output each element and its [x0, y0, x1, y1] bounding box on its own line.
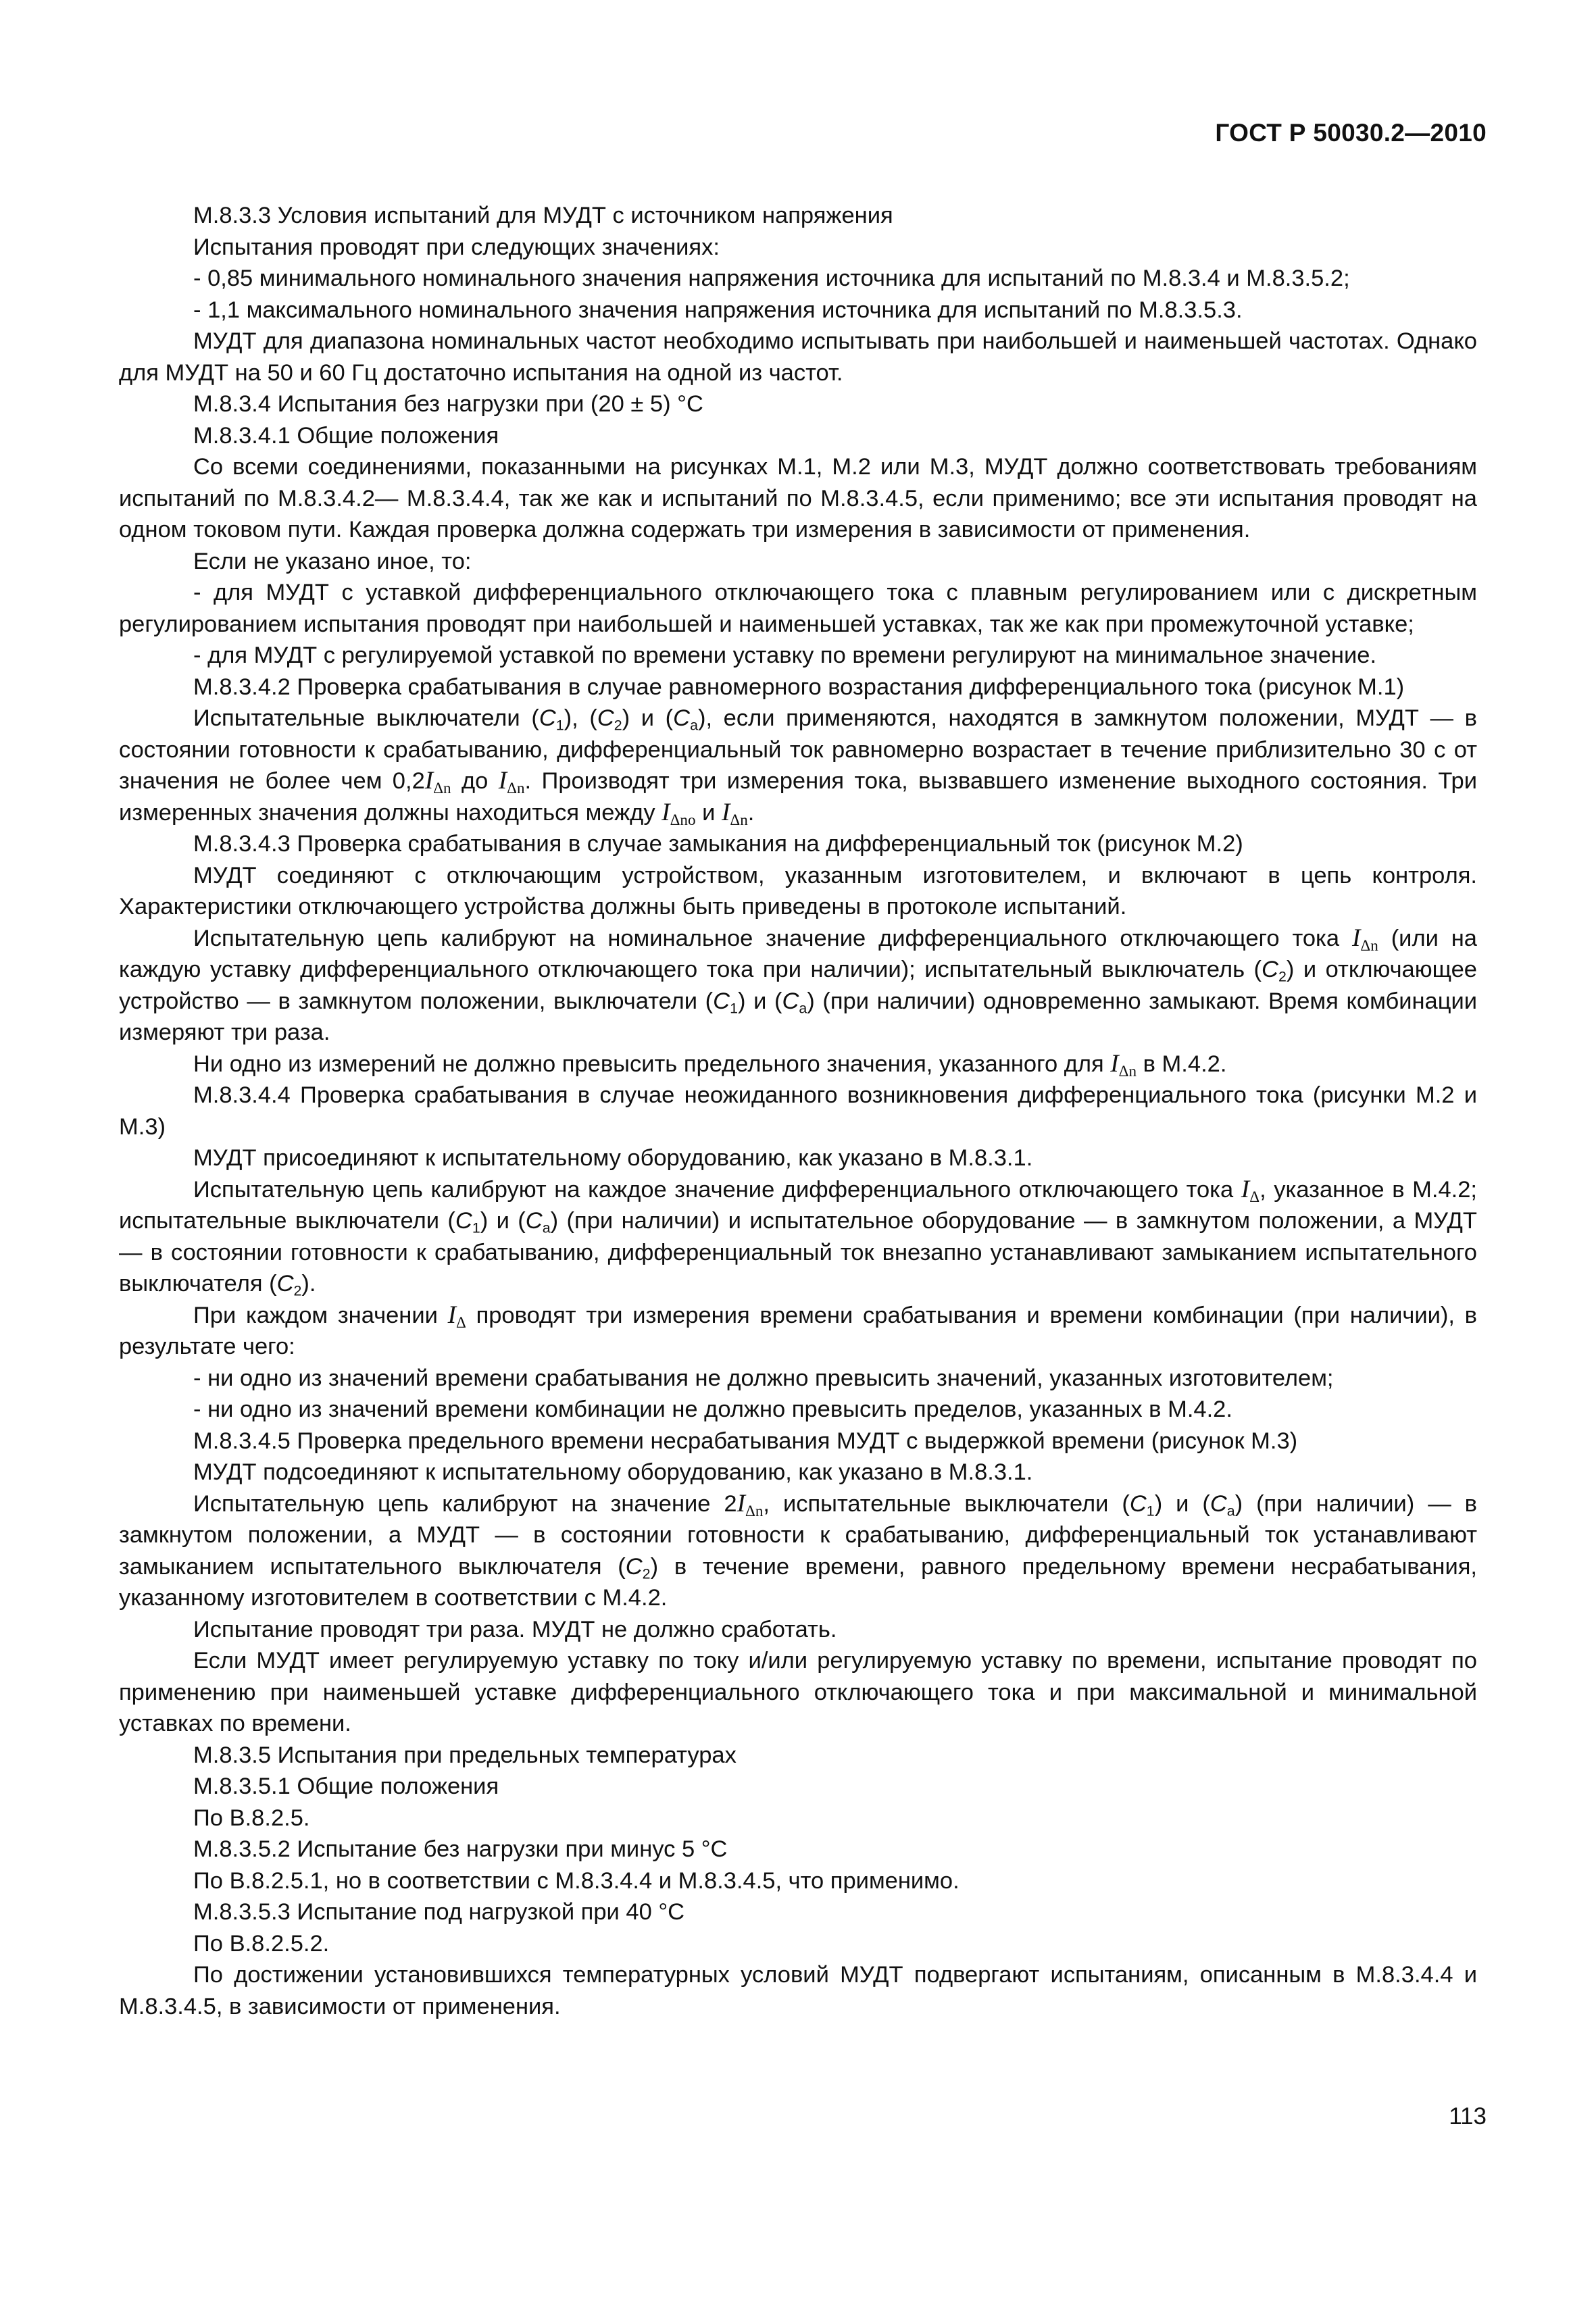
text-run: ), если применяются, находятся в замкнутом положении, МУДТ — в состоянии готовности к срабатыванию, дифференциальный ток равномерно возрастает в течение приблизительно 30 с от значения не более чем 0,2: [119, 705, 1477, 794]
math-symbol: $I_{\Delta n}$: [1110, 1049, 1137, 1080]
text-run: , указанное в М.4.2; испытательные выключатели (: [119, 1176, 1477, 1234]
paragraph: По В.8.2.5.2.: [193, 1930, 330, 1957]
paragraph: МУДТ подсоединяют к испытательному оборудованию, как указано в М.8.3.1.: [193, 1459, 1033, 1485]
text-run: (или на каждую уставку дифференциального отключающего тока при наличии); испытательный выключатель (: [119, 925, 1477, 982]
text-run: ).: [301, 1271, 316, 1297]
math-symbol: $C_2$: [625, 1553, 651, 1582]
paragraph: М.8.3.4.2 Проверка срабатывания в случае равномерного возрастания дифференциального тока (рисунок М.1): [193, 674, 1405, 700]
paragraph: М.8.3.4.1 Общие положения: [193, 422, 499, 449]
text-run: проводят три измерения времени срабатывания и времени комбинации (при наличии), в результате чего:: [119, 1302, 1477, 1359]
paragraph: Со всеми соединениями, показанными на рисунках М.1, М.2 или М.3, МУДТ должно соответствовать требованиям испытаний по М.8.3.4.2— М.8.3.4.4, так же как и испытаний по М.8.3.4.5, если применимо; все эти испытания проводят на одном токовом пути. Каждая проверка должна содержать три измерения в зависимости от применения.: [119, 454, 1477, 543]
paragraph: - ни одно из значений времени комбинации не должно превысить пределов, указанных в М.4.2.: [193, 1397, 1232, 1422]
document-header: ГОСТ Р 50030.2—2010: [1215, 119, 1487, 147]
text-run: и: [695, 799, 722, 826]
paragraph: М.8.3.5.3 Испытание под нагрузкой при 40 °С: [193, 1899, 685, 1925]
text-run: Испытательную цепь калибруют на каждое значение дифференциального отключающего тока: [193, 1176, 1241, 1203]
paragraph: [119, 923, 1477, 1049]
math-symbol: $C_2$: [1262, 957, 1287, 985]
paragraph: МУДТ соединяют с отключающим устройством, указанным изготовителем, и включают в цепь контроля. Характеристики отключающего устройства должны быть приведены в протоколе испытаний.: [119, 862, 1477, 920]
paragraph: М.8.3.5.1 Общие положения: [193, 1774, 499, 1799]
text-run: ) (при наличии) одновременно замыкают. Время комбинации измеряют три раза.: [119, 988, 1478, 1045]
text-run: ), (: [564, 705, 597, 731]
paragraph: - для МУДТ с уставкой дифференциального отключающего тока с плавным регулированием или с дискретным регулированием испытания проводят при наибольшей и наименьшей уставках, так же как при промежуточной уставке;: [119, 580, 1477, 637]
paragraph: М.8.3.4.3 Проверка срабатывания в случае замыкания на дифференциальный ток (рисунок М.2): [193, 831, 1243, 857]
paragraph: М.8.3.3 Условия испытаний для МУДТ с источником напряжения: [193, 203, 893, 228]
math-symbol: $I_{\Delta no}$: [662, 798, 696, 828]
text-run: ) (при наличии) — в замкнутом положении, а МУДТ — в состоянии готовности к срабатыванию, дифференциальный ток устанавливают замыканием испытательного выключателя (: [119, 1490, 1477, 1580]
math-symbol: $C_1$: [455, 1208, 480, 1236]
text-run: Испытательные выключатели (: [193, 705, 539, 731]
math-symbol: $I_{\Delta n}$: [721, 798, 748, 828]
text-run: ) (при наличии) и испытательное оборудование — в замкнутом положении, а МУДТ — в состоянии готовности к срабатыванию, дифференциальный ток внезапно устанавливают замыканием испытательного выключателя (: [119, 1208, 1477, 1297]
paragraph: М.8.3.5.2 Испытание без нагрузки при минус 5 °С: [193, 1836, 728, 1862]
paragraph: Испытания проводят при следующих значениях:: [193, 234, 720, 260]
paragraph: Если МУДТ имеет регулируемую уставку по току и/или регулируемую уставку по времени, испытание проводят по применению при наименьшей уставке дифференциального отключающего тока и при максимальной и минимальной уставках по времени.: [119, 1648, 1477, 1736]
paragraph: - 1,1 максимального номинального значения напряжения источника для испытаний по М.8.3.5.3.: [193, 297, 1243, 323]
text-run: ) в течение времени, равного предельному времени несрабатывания, указанному изготовителем в соответствии с М.4.2.: [119, 1553, 1477, 1611]
text-run: . Производят три измерения тока, вызвавшего изменение выходного состояния. Три измеренных значения должны находиться между: [119, 768, 1477, 826]
text-run: Испытательную цепь калибруют на значение 2: [193, 1490, 737, 1517]
paragraph: [119, 1049, 1477, 1080]
paragraph: - для МУДТ с регулируемой уставкой по времени уставку по времени регулируют на минимальное значение.: [193, 643, 1377, 668]
math-symbol: $C_1$: [539, 705, 564, 734]
page-number: 113: [1449, 2103, 1487, 2130]
text-run: Испытательную цепь калибруют на номинальное значение дифференциального отключающего тока: [193, 925, 1352, 951]
math-symbol: $C_2$: [597, 705, 622, 734]
math-symbol: $C_1$: [1129, 1490, 1155, 1519]
math-symbol: $C_1$: [713, 988, 738, 1016]
paragraph: М.8.3.4 Испытания без нагрузки при (20 ± 5) °С: [193, 391, 703, 417]
math-symbol: $C_a$: [782, 988, 807, 1016]
math-symbol: $I_\Delta$: [447, 1301, 466, 1331]
math-symbol: $I_\Delta$: [1241, 1175, 1260, 1205]
text-run: .: [747, 799, 755, 826]
document-body: [119, 200, 1477, 2022]
paragraph: [119, 1488, 1477, 1614]
paragraph: [119, 1174, 1477, 1300]
paragraph: М.8.3.5 Испытания при предельных температурах: [193, 1742, 737, 1768]
paragraph: По В.8.2.5.1, но в соответствии с М.8.3.4.4 и М.8.3.4.5, что применимо.: [193, 1867, 959, 1894]
paragraph: МУДТ присоединяют к испытательному оборудованию, как указано в М.8.3.1.: [193, 1145, 1033, 1171]
text-run: до: [451, 768, 499, 794]
paragraph: - ни одно из значений времени срабатывания не должно превысить значений, указанных изготовителем;: [193, 1365, 1334, 1391]
text-run: в М.4.2.: [1137, 1051, 1227, 1077]
text-run: ) и (: [480, 1208, 526, 1234]
math-symbol: $C_2$: [276, 1271, 302, 1299]
math-symbol: $C_a$: [673, 705, 698, 734]
paragraph: По достижении установившихся температурных условий МУДТ подвергают испытаниям, описанным в М.8.3.4.4 и М.8.3.4.5, в зависимости от применения.: [119, 1962, 1477, 2019]
paragraph: По В.8.2.5.: [193, 1805, 310, 1831]
math-symbol: $I_{\Delta n}$: [498, 767, 525, 797]
paragraph: Если не указано иное, то:: [193, 548, 472, 574]
paragraph: Испытание проводят три раза. МУДТ не должно сработать.: [193, 1616, 837, 1642]
math-symbol: $I_{\Delta n}$: [1351, 924, 1378, 954]
math-symbol: $C_a$: [525, 1208, 551, 1236]
paragraph: МУДТ для диапазона номинальных частот необходимо испытывать при наибольшей и наименьшей частотах. Однако для МУДТ на 50 и 60 Гц достаточно испытания на одной из частот.: [119, 328, 1477, 386]
paragraph: [119, 703, 1477, 828]
math-symbol: $C_a$: [1210, 1490, 1235, 1519]
text-run: ) и (: [737, 988, 782, 1014]
text-run: ) и (: [622, 705, 674, 731]
paragraph: [119, 1300, 1477, 1363]
math-symbol: $I_{\Delta n}$: [424, 767, 451, 797]
paragraph: М.8.3.4.4 Проверка срабатывания в случае неожиданного возникновения дифференциального тока (рисунки М.2 и М.3): [119, 1082, 1477, 1140]
paragraph: М.8.3.4.5 Проверка предельного времени несрабатывания МУДТ с выдержкой времени (рисунок М.3): [193, 1428, 1298, 1454]
paragraph: - 0,85 минимального номинального значения напряжения источника для испытаний по М.8.3.4 и М.8.3.5.2;: [193, 266, 1350, 291]
text-run: ) и отключающее устройство — в замкнутом положении, выключатели (: [119, 957, 1477, 1014]
text-run: , испытательные выключатели (: [763, 1490, 1130, 1517]
text-run: Ни одно из измерений не должно превысить предельного значения, указанного для: [193, 1051, 1111, 1077]
text-run: При каждом значении: [193, 1302, 448, 1328]
text-run: ) и (: [1154, 1490, 1210, 1517]
math-symbol: $I_{\Delta n}$: [737, 1489, 764, 1519]
